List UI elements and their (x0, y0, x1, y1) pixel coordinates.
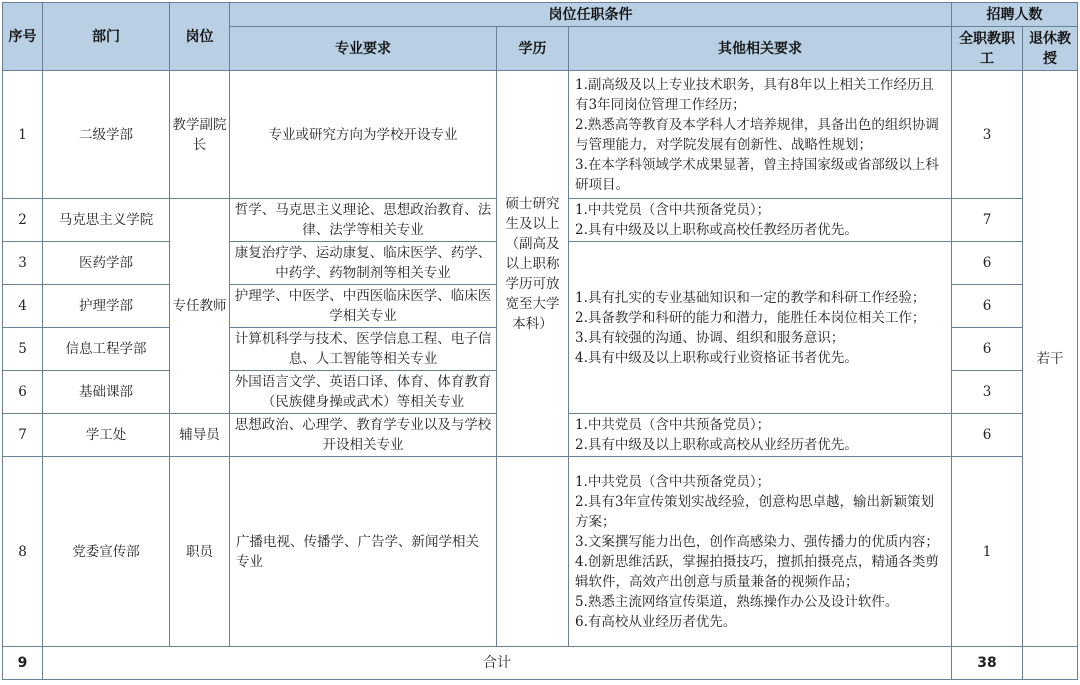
requirement-line: 2.具备教学和科研的能力和潜力，能胜任本岗位相关工作； (575, 309, 926, 326)
cell-count: 3 (952, 371, 1023, 414)
requirement-line: 1.中共党员（含中共预备党员）； (575, 473, 771, 490)
header-retired: 退休教授 (1023, 27, 1078, 71)
cell-count: 6 (952, 285, 1023, 328)
header-recruit: 招聘人数 (952, 3, 1078, 27)
requirement-line: 1.中共党员（含中共预备党员）； (575, 417, 771, 433)
cell-no: 8 (3, 457, 43, 647)
cell-major: 思想政治、心理学、教育学专业以及与学校开设相关专业 (230, 414, 497, 457)
cell-no: 5 (3, 328, 43, 371)
cell-major: 计算机科学与技术、医学信息工程、电子信息、人工智能等相关专业 (230, 328, 497, 371)
cell-other (569, 414, 952, 457)
cell-no: 6 (3, 371, 43, 414)
total-no: 9 (3, 647, 43, 680)
cell-major: 护理学、中医学、中西医临床医学、临床医学相关专业 (230, 285, 497, 328)
header-conditions: 岗位任职条件 (230, 3, 952, 27)
cell-edu: 硕士研究生及以上（副高及以上职称学历可放宽至大学本科） (497, 71, 569, 457)
requirement-line: 3.在本学科领域学术成果显著，曾主持国家级或省部级以上科研项目。 (575, 156, 939, 193)
requirement-line: 1.副高级及以上专业技术职务，具有8年以上相关工作经历且有3年同岗位管理工作经历； (575, 76, 934, 113)
header-other: 其他相关要求 (569, 27, 952, 71)
requirement-line: 1.具有扎实的专业基础知识和一定的教学和科研工作经验； (575, 289, 926, 306)
cell-edu-empty (497, 457, 569, 647)
total-retired-empty (1023, 647, 1078, 680)
cell-count: 1 (952, 457, 1023, 647)
cell-other (569, 199, 952, 242)
cell-count: 6 (952, 328, 1023, 371)
cell-count: 3 (952, 71, 1023, 199)
header-no: 序号 (3, 3, 43, 71)
requirement-line: 3.具有较强的沟通、协调、组织和服务意识； (575, 329, 845, 346)
cell-other (569, 71, 952, 199)
requirement-line: 2.熟悉高等教育及本学科人才培养规律，具备出色的组织协调与管理能力，对学院发展有创新性、战略性规划； (575, 116, 939, 153)
cell-count: 7 (952, 199, 1023, 242)
cell-post: 辅导员 (170, 414, 230, 457)
cell-dept: 党委宣传部 (43, 457, 170, 647)
header-edu: 学历 (497, 27, 569, 71)
cell-no: 3 (3, 242, 43, 285)
cell-dept: 护理学部 (43, 285, 170, 328)
header-row-1 (3, 3, 1078, 27)
table-row (3, 71, 1078, 199)
header-fulltime: 全职教职工 (952, 27, 1023, 71)
table-row (3, 457, 1078, 647)
requirement-line: 4.创新思维活跃，掌握拍摄技巧，擅抓拍摄亮点，精通各类剪辑软件，高效产出创意与质量兼备的视频作品； (575, 553, 939, 590)
cell-no: 2 (3, 199, 43, 242)
cell-major: 广播电视、传播学、广告学、新闻学相关专业 (230, 457, 497, 647)
requirement-line: 2.具有中级及以上职称或高校从业经历者优先。 (575, 437, 858, 453)
requirement-line: 6.有高校从业经历者优先。 (575, 613, 737, 630)
cell-other (569, 242, 952, 414)
requirement-line: 5.熟悉主流网络宣传渠道，熟练操作办公及设计软件。 (575, 593, 899, 610)
total-row (3, 647, 1078, 680)
cell-other (569, 457, 952, 647)
recruitment-table (2, 2, 1078, 680)
header-dept: 部门 (43, 3, 170, 71)
cell-dept: 医药学部 (43, 242, 170, 285)
cell-no: 1 (3, 71, 43, 199)
requirement-line: 4.具有中级及以上职称或行业资格证书者优先。 (575, 349, 858, 366)
cell-dept: 学工处 (43, 414, 170, 457)
cell-post: 专任教师 (170, 199, 230, 414)
cell-count: 6 (952, 414, 1023, 457)
cell-major: 外国语言文学、英语口译、体育、体育教育（民族健身操或武术）等相关专业 (230, 371, 497, 414)
requirement-line: 2.具有中级及以上职称或高校任教经历者优先。 (575, 222, 858, 238)
cell-major: 哲学、马克思主义理论、思想政治教育、法律、法学等相关专业 (230, 199, 497, 242)
cell-dept: 马克思主义学院 (43, 199, 170, 242)
cell-no: 7 (3, 414, 43, 457)
total-count: 38 (952, 647, 1023, 680)
cell-no: 4 (3, 285, 43, 328)
cell-count: 6 (952, 242, 1023, 285)
requirement-line: 2.具有3年宣传策划实战经验，创意构思卓越，输出新颖策划方案； (575, 493, 934, 530)
cell-dept: 信息工程学部 (43, 328, 170, 371)
header-post: 岗位 (170, 3, 230, 71)
cell-major: 专业或研究方向为学校开设专业 (230, 71, 497, 199)
requirement-line: 1.中共党员（含中共预备党员）； (575, 202, 771, 218)
requirement-line: 3.文案撰写能力出色，创作高感染力、强传播力的优质内容； (575, 533, 939, 550)
cell-retired: 若干 (1023, 71, 1078, 647)
cell-dept: 二级学部 (43, 71, 170, 199)
cell-major: 康复治疗学、运动康复、临床医学、药学、中药学、药物制剂等相关专业 (230, 242, 497, 285)
header-major: 专业要求 (230, 27, 497, 71)
cell-post: 教学副院长 (170, 71, 230, 199)
total-label: 合计 (43, 647, 952, 680)
cell-dept: 基础课部 (43, 371, 170, 414)
cell-post: 职员 (170, 457, 230, 647)
